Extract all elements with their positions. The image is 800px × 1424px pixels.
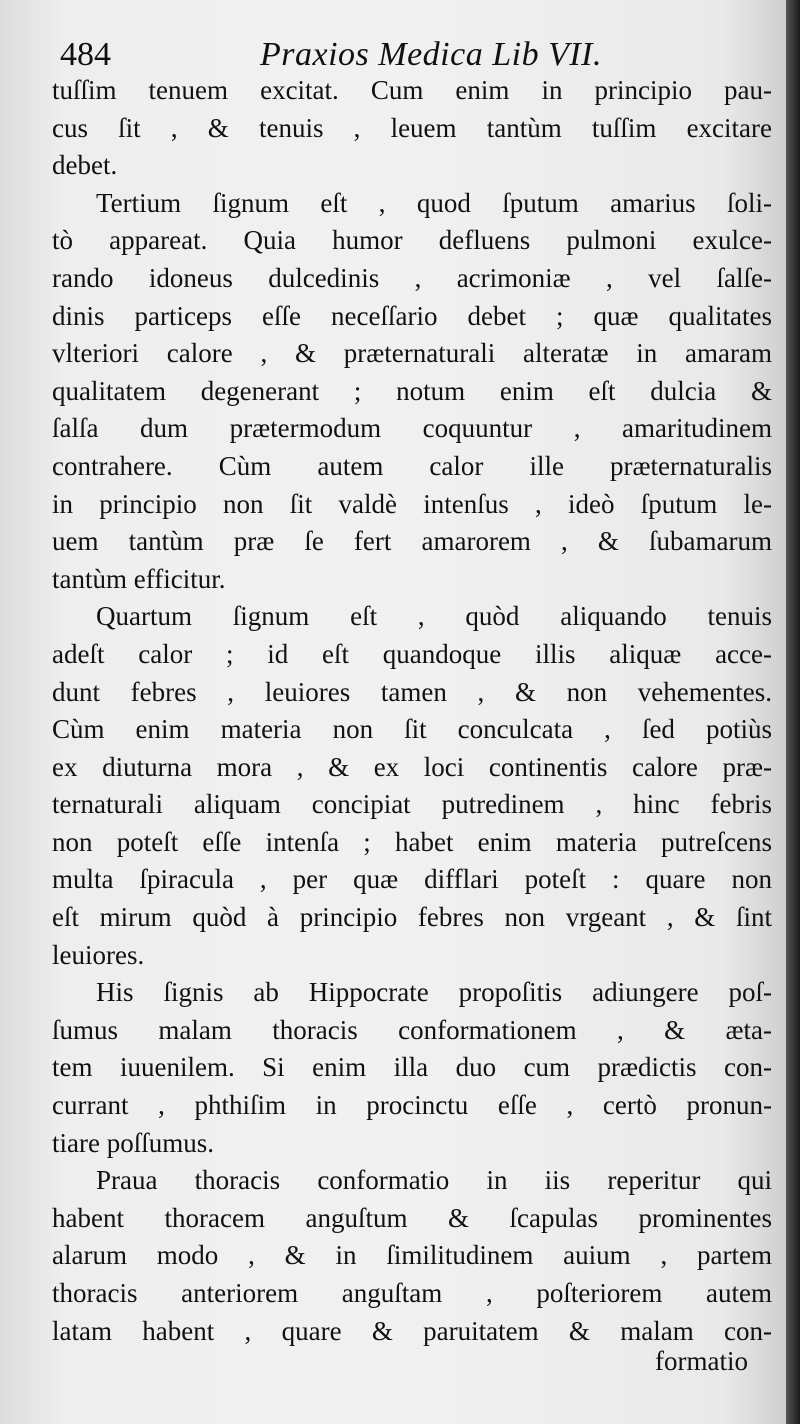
text-line: thoracis anteriorem anguſtam , poſteriorem autem	[52, 1278, 772, 1308]
text-line: non poteſt eſſe intenſa ; habet enim materia putreſcens	[52, 826, 772, 857]
text-line: leuiores.	[52, 939, 145, 970]
text-line: latam habent , quare & paruitatem & malam con-	[52, 1315, 772, 1346]
text-line: tuſſim tenuem excitat. Cum enim in principio pau-	[52, 75, 772, 105]
text-line: tantùm efficitur.	[52, 563, 226, 594]
page-edge-shadow	[786, 0, 800, 1424]
catchword: formatio	[655, 1346, 748, 1376]
text-line: debet.	[52, 150, 118, 181]
text-line: qualitatem degenerant ; notum enim eſt dulcia &	[52, 375, 772, 406]
text-line: habent thoracem anguſtum & ſcapulas prominentes	[52, 1202, 772, 1233]
text-line: eſt mirum quòd à principio febres non vrgeant , & ſint	[52, 902, 772, 933]
text-line: Tertium ſignum eſt , quod ſputum amarius ſoli-	[96, 187, 772, 218]
text-line: His ſignis ab Hippocrate propoſitis adiungere poſ-	[96, 977, 772, 1008]
text-line: ternaturali aliquam concipiat putredinem , hinc febris	[52, 789, 772, 820]
text-line: alarum modo , & in ſimilitudinem auium , partem	[52, 1240, 772, 1271]
running-head: Praxios Medica Lib VII.	[260, 36, 602, 73]
text-line: Quartum ſignum eſt , quòd aliquando tenuis	[96, 601, 772, 632]
body-text	[52, 72, 772, 1350]
text-line: dinis particeps eſſe neceſſario debet ; quæ qualitates	[52, 300, 772, 331]
text-line: ſumus malam thoracis conformationem , & æta-	[52, 1014, 772, 1045]
text-line: cus ſit , & tenuis , leuem tantùm tuſſim excitare	[52, 112, 772, 143]
text-line: in principio non ſit valdè intenſus , ideò ſputum le-	[52, 488, 772, 519]
text-line: dunt febres , leuiores tamen , & non vehementes.	[52, 676, 772, 707]
text-line: multa ſpiracula , per quæ difflari poteſt : quare non	[52, 864, 772, 895]
page-number: 484	[60, 36, 111, 73]
text-line: tò appareat. Quia humor defluens pulmoni exulce-	[52, 225, 772, 256]
text-line: tiare poſſumus.	[52, 1127, 214, 1158]
text-line: ex diuturna mora , & ex loci continentis calore præ-	[52, 751, 772, 782]
text-line: rando idoneus dulcedinis , acrimoniæ , vel ſalſe-	[52, 262, 772, 293]
text-line: adeſt calor ; id eſt quandoque illis aliquæ acce-	[52, 638, 772, 669]
text-line: contrahere. Cùm autem calor ille præternaturalis	[52, 450, 772, 481]
text-line: Cùm enim materia non ſit conculcata , ſed potiùs	[52, 714, 772, 745]
text-line: currant , phthiſim in procinctu eſſe , certò pronun-	[52, 1090, 772, 1121]
text-line: Praua thoracis conformatio in iis reperitur qui	[96, 1165, 772, 1196]
text-line: ſalſa dum prætermodum coquuntur , amaritudinem	[52, 413, 772, 444]
text-line: tem iuuenilem. Si enim illa duo cum prædictis con-	[52, 1052, 772, 1083]
text-line: uem tantùm præ ſe fert amarorem , & ſubamarum	[52, 526, 772, 557]
text-line: vlteriori calore , & præternaturali alteratæ in amaram	[52, 338, 772, 369]
